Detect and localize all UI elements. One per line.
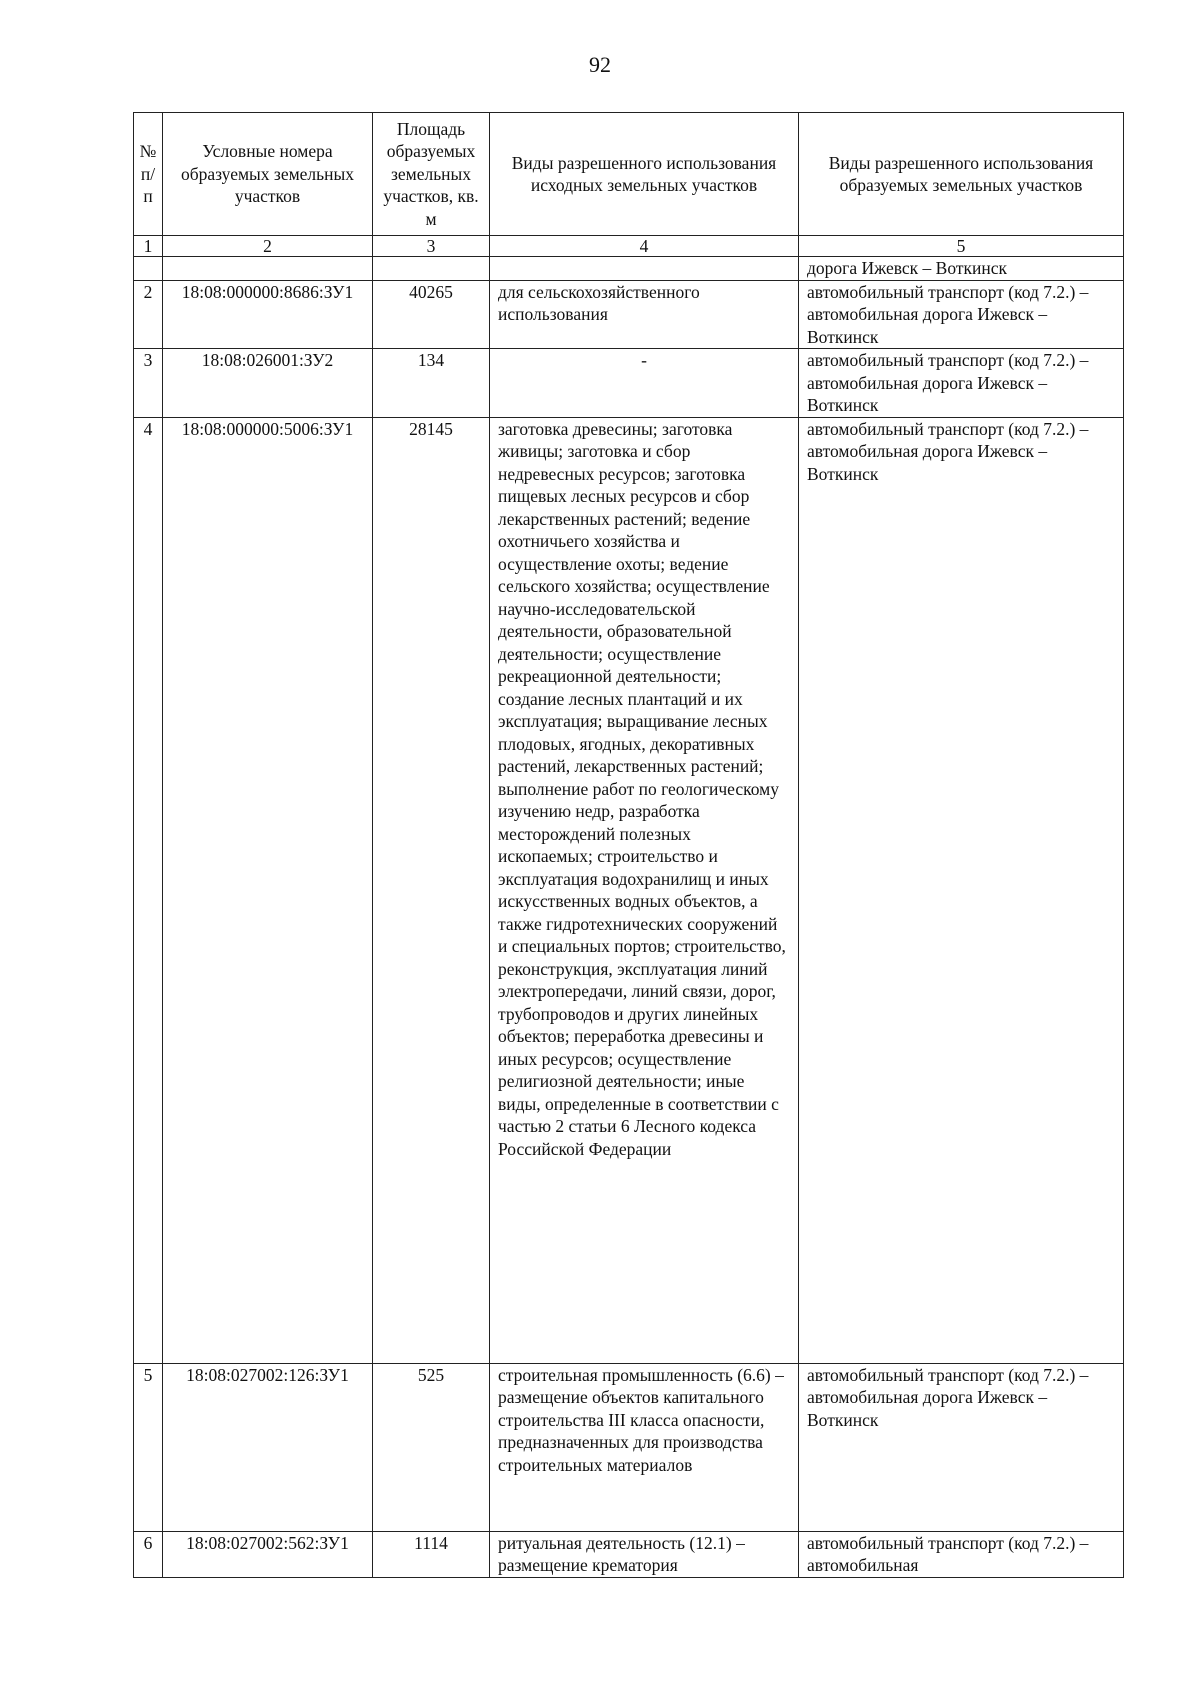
row-area bbox=[373, 257, 490, 281]
column-number: 1 bbox=[134, 236, 163, 257]
header-target-use: Виды разрешенного использования образуемых земельных участков bbox=[799, 113, 1124, 236]
table-row bbox=[134, 257, 1124, 281]
row-plot-id bbox=[163, 257, 373, 281]
table-row bbox=[134, 1363, 1124, 1531]
table-row bbox=[134, 1531, 1124, 1577]
row-plot-id: 18:08:027002:562:ЗУ1 bbox=[163, 1531, 373, 1577]
header-num: № п/п bbox=[134, 113, 163, 236]
row-num: 3 bbox=[134, 349, 163, 418]
column-number-row bbox=[134, 236, 1124, 257]
row-num: 4 bbox=[134, 417, 163, 1363]
column-number: 3 bbox=[373, 236, 490, 257]
row-area: 40265 bbox=[373, 280, 490, 349]
column-number: 4 bbox=[490, 236, 799, 257]
row-area: 134 bbox=[373, 349, 490, 418]
row-target-use: автомобильный транспорт (код 7.2.) – автомобильная дорога Ижевск – Воткинск bbox=[799, 417, 1124, 1363]
row-source-use bbox=[490, 257, 799, 281]
page-number: 92 bbox=[589, 52, 611, 77]
land-plots-table bbox=[133, 112, 1124, 1578]
table-row bbox=[134, 349, 1124, 418]
column-number: 5 bbox=[799, 236, 1124, 257]
row-source-use: строительная промышленность (6.6) – размещение объектов капитального строительства III класса опасности, предназначенных для производства строительных материалов bbox=[490, 1363, 799, 1531]
table-row bbox=[134, 417, 1124, 1363]
header-area: Площадь образуемых земельных участков, кв. м bbox=[373, 113, 490, 236]
row-plot-id: 18:08:000000:5006:ЗУ1 bbox=[163, 417, 373, 1363]
column-number: 2 bbox=[163, 236, 373, 257]
row-target-use: дорога Ижевск – Воткинск bbox=[799, 257, 1124, 281]
row-target-use: автомобильный транспорт (код 7.2.) – автомобильная дорога Ижевск – Воткинск bbox=[799, 1363, 1124, 1531]
row-target-use: автомобильный транспорт (код 7.2.) – автомобильная bbox=[799, 1531, 1124, 1577]
row-source-use: ритуальная деятельность (12.1) – размещение крематория bbox=[490, 1531, 799, 1577]
header-source-use: Виды разрешенного использования исходных земельных участков bbox=[490, 113, 799, 236]
row-plot-id: 18:08:027002:126:ЗУ1 bbox=[163, 1363, 373, 1531]
row-num: 6 bbox=[134, 1531, 163, 1577]
row-area: 1114 bbox=[373, 1531, 490, 1577]
row-area: 525 bbox=[373, 1363, 490, 1531]
row-target-use: автомобильный транспорт (код 7.2.) – автомобильная дорога Ижевск – Воткинск bbox=[799, 280, 1124, 349]
row-source-use: - bbox=[490, 349, 799, 418]
table-row bbox=[134, 280, 1124, 349]
row-target-use: автомобильный транспорт (код 7.2.) – автомобильная дорога Ижевск – Воткинск bbox=[799, 349, 1124, 418]
row-num bbox=[134, 257, 163, 281]
row-plot-id: 18:08:000000:8686:ЗУ1 bbox=[163, 280, 373, 349]
row-source-use: для сельскохозяйственного использования bbox=[490, 280, 799, 349]
row-num: 5 bbox=[134, 1363, 163, 1531]
row-num: 2 bbox=[134, 280, 163, 349]
header-plot-id: Условные номера образуемых земельных участков bbox=[163, 113, 373, 236]
row-source-use: заготовка древесины; заготовка живицы; заготовка и сбор недревесных ресурсов; заготовка пищевых лесных ресурсов и сбор лекарственных растений; ведение охотничьего хозяйства и осуществление охоты; ведение сельского хозяйства; осуществление научно-исследовательской деятельности, образовательной деятельности; осуществление рекреационной деятельности; создание лесных плантаций и их эксплуатация; выращивание лесных плодовых, ягодных, декоративных растений, лекарственных растений; выполнение работ по геологическому изучению недр, разработка месторождений полезных ископаемых; строительство и эксплуатация водохранилищ и иных искусственных водных объектов, а также гидротехнических сооружений и специальных портов; строительство, реконструкция, эксплуатация линий электропередачи, линий связи, дорог, трубопроводов и других линейных объектов; переработка древесины и иных ресурсов; осуществление религиозной деятельности; иные виды, определенные в соответствии с частью 2 статьи 6 Лесного кодекса Российской Федерации bbox=[490, 417, 799, 1363]
row-plot-id: 18:08:026001:ЗУ2 bbox=[163, 349, 373, 418]
row-area: 28145 bbox=[373, 417, 490, 1363]
table-header-row bbox=[134, 113, 1124, 236]
